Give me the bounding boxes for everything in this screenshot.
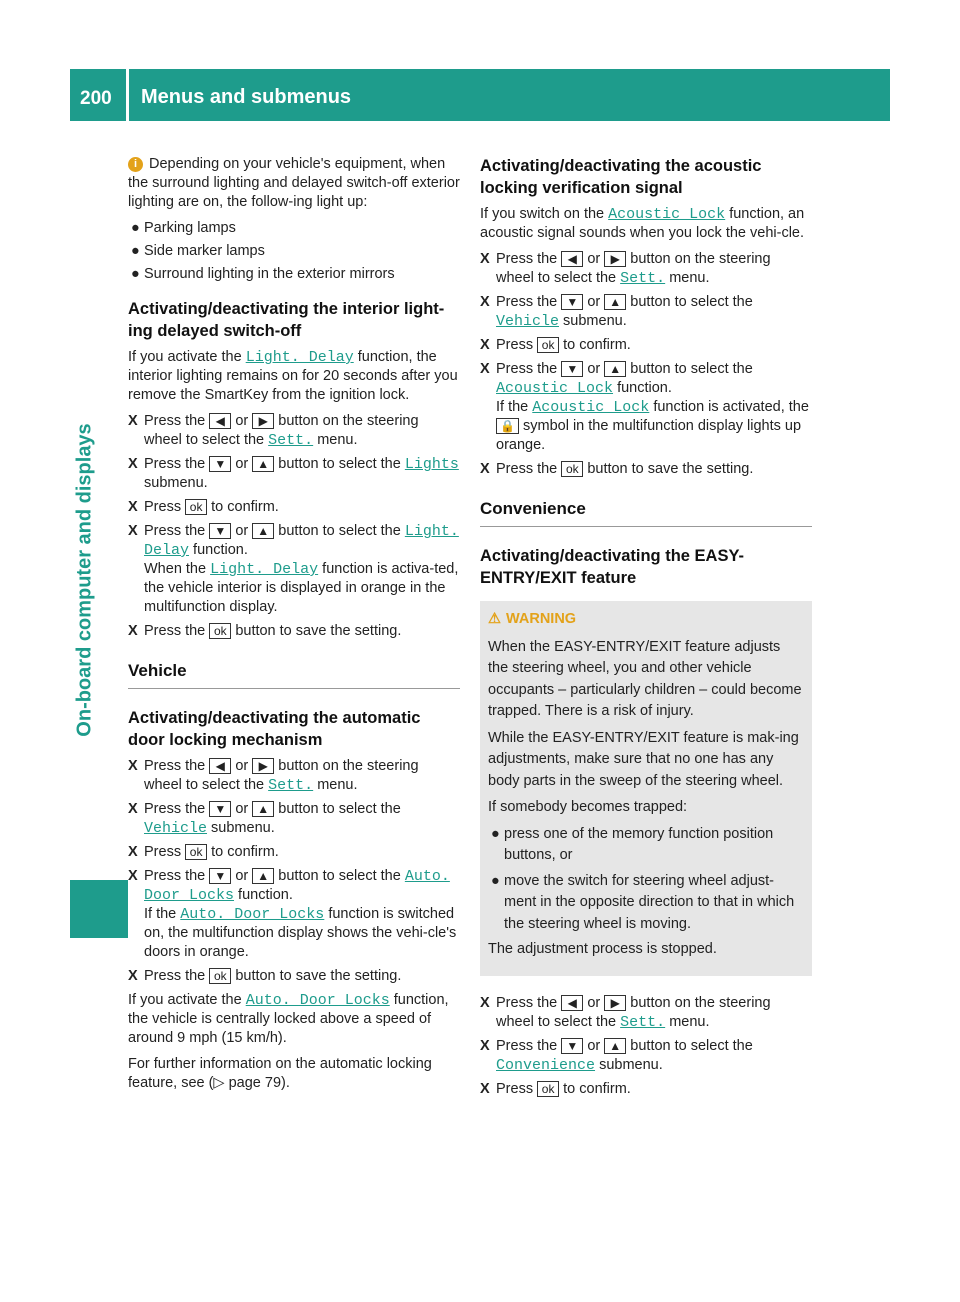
bullet-icon: ●: [491, 825, 500, 842]
step: X Press the ▼ or ▲ button to select the Light. Delay function. When the Light. Delay function is activa-ted, the vehicle interior is displayed in orange in the multifunction display.: [128, 523, 459, 615]
ok-key-icon: ok: [209, 968, 231, 984]
vehicle-para-reference: For further information on the automatic locking feature, see (▷ page 79).: [128, 1056, 432, 1091]
arrow-icon: X: [128, 456, 138, 472]
left-key-icon: ◀: [209, 413, 231, 429]
bullet-icon: ●: [131, 266, 140, 282]
arrow-icon: X: [480, 337, 490, 353]
list-item: ● Surround lighting in the exterior mirrors: [131, 266, 395, 282]
arrow-icon: X: [480, 994, 490, 1011]
bullet-icon: ●: [131, 243, 140, 259]
code-link[interactable]: Light. Delay: [245, 349, 354, 366]
up-key-icon: ▲: [604, 361, 626, 377]
arrow-icon: X: [480, 1080, 490, 1097]
info-note: i Depending on your vehicle's equipment, when the surround lighting and delayed switch-off exterior lighting are on, the follow-ing light up:: [128, 156, 460, 210]
code-link[interactable]: Auto. Door Locks: [144, 868, 450, 904]
step: X Press the ▼ or ▲ button to select the Vehicle submenu.: [480, 294, 753, 330]
code-link[interactable]: Sett.: [620, 270, 666, 287]
right-key-icon: ▶: [604, 251, 626, 267]
warning-text: While the EASY-ENTRY/EXIT feature is mak-ing adjustments, make sure that no one has any body parts in the sweep of the steering wheel.: [488, 729, 799, 789]
page-title: Menus and submenus: [141, 86, 352, 108]
up-key-icon: ▲: [252, 868, 274, 884]
down-key-icon: ▼: [209, 456, 231, 472]
ok-key-icon: ok: [537, 1081, 559, 1097]
side-tab-label: On-board computer and displays: [73, 423, 96, 737]
code-link[interactable]: Sett.: [268, 777, 314, 794]
left-key-icon: ◀: [561, 995, 583, 1011]
list-item: ● move the switch for steering wheel adjust-ment in the opposite direction to that in which the steering wheel is moving.: [491, 872, 795, 932]
code-link[interactable]: Acoustic Lock: [532, 399, 650, 416]
page-number: 200: [80, 88, 112, 109]
warning-triangle-icon: ⚠: [488, 611, 501, 627]
down-key-icon: ▼: [209, 523, 231, 539]
up-key-icon: ▲: [252, 523, 274, 539]
arrow-icon: X: [128, 413, 138, 429]
down-key-icon: ▼: [209, 801, 231, 817]
warning-box: [480, 601, 812, 976]
bullet-icon: ●: [491, 872, 500, 889]
ok-key-icon: ok: [185, 499, 207, 515]
side-tab-marker: [70, 880, 128, 938]
arrow-icon: X: [480, 251, 490, 267]
acoustic-intro: If you switch on the Acoustic Lock function, an acoustic signal sounds when you lock the vehi-cle.: [480, 206, 805, 241]
code-link[interactable]: Vehicle: [496, 313, 560, 330]
step: X Press ok to confirm.: [128, 844, 279, 860]
code-link[interactable]: Vehicle: [144, 820, 208, 837]
left-key-icon: ◀: [209, 758, 231, 774]
warning-header: ⚠ WARNING: [488, 609, 804, 631]
right-key-icon: ▶: [604, 995, 626, 1011]
arrow-icon: X: [480, 361, 490, 377]
arrow-icon: X: [480, 294, 490, 310]
step: X Press the ▼ or ▲ button to select the Vehicle submenu.: [128, 801, 401, 837]
list-item: ● Parking lamps: [131, 220, 236, 236]
header-divider: [126, 69, 129, 121]
step: X Press the ok button to save the setting.: [128, 623, 402, 639]
arrow-icon: X: [480, 461, 490, 477]
right-column: [480, 155, 812, 1104]
info-bullets: [128, 219, 460, 284]
step: X Press ok to confirm.: [480, 337, 631, 353]
ok-key-icon: ok: [561, 461, 583, 477]
step: X Press the ◀ or ▶ button on the steering wheel to select the Sett. menu.: [128, 413, 419, 449]
arrow-icon: X: [480, 1037, 490, 1054]
arrow-icon: X: [128, 968, 138, 984]
subsection-heading-easy-entry: Activating/deactivating the EASY-ENTRY/EXIT feature: [480, 547, 745, 587]
arrow-icon: X: [128, 523, 138, 539]
bullet-icon: ●: [131, 220, 140, 236]
right-key-icon: ▶: [252, 758, 274, 774]
section-heading-vehicle: Vehicle: [128, 661, 460, 689]
ok-key-icon: ok: [185, 844, 207, 860]
up-key-icon: ▲: [252, 801, 274, 817]
down-key-icon: ▼: [561, 361, 583, 377]
right-key-icon: ▶: [252, 413, 274, 429]
arrow-icon: X: [128, 499, 138, 515]
interior-intro: If you activate the Light. Delay function, the interior lighting remains on for 20 seconds after you remove the SmartKey from the ignition lock.: [128, 349, 458, 403]
arrow-icon: X: [128, 623, 138, 639]
code-link[interactable]: Auto. Door Locks: [245, 992, 390, 1009]
arrow-icon: X: [128, 868, 138, 884]
step: X Press the ▼ or ▲ button to select the Convenience submenu.: [480, 1037, 753, 1074]
code-link[interactable]: Lights: [404, 456, 459, 473]
step: X Press the ok button to save the setting.: [128, 968, 402, 984]
step: X Press the ◀ or ▶ button on the steering wheel to select the Sett. menu.: [128, 758, 419, 794]
step: X Press the ▼ or ▲ button to select the Acoustic Lock function. If the Acoustic Lock function is activated, the 🔒 symbol in the multifunction display lights up orange.: [480, 361, 809, 453]
list-item: ● press one of the memory function position buttons, or: [491, 825, 774, 863]
warning-text: If somebody becomes trapped:: [488, 799, 688, 815]
list-item: ● Side marker lamps: [131, 243, 265, 259]
warning-text: When the EASY-ENTRY/EXIT feature adjusts the steering wheel, you and other vehicle occupants – particularly children – could become trapped. There is a risk of injury.: [488, 638, 802, 719]
info-icon: i: [128, 157, 143, 172]
section-heading-convenience: Convenience: [480, 499, 812, 527]
code-link[interactable]: Acoustic Lock: [496, 380, 614, 397]
up-key-icon: ▲: [604, 294, 626, 310]
arrow-icon: X: [128, 844, 138, 860]
ok-key-icon: ok: [209, 623, 231, 639]
code-link[interactable]: Acoustic Lock: [608, 206, 726, 223]
section-heading-acoustic: Activating/deactivating the acoustic locking verification signal: [480, 157, 762, 197]
step: X Press the ok button to save the setting.: [480, 461, 754, 477]
code-link[interactable]: Light. Delay: [210, 561, 319, 578]
step: X Press ok to confirm.: [480, 1080, 631, 1097]
ok-key-icon: ok: [537, 337, 559, 353]
left-column: [128, 155, 460, 1100]
step: X Press the ◀ or ▶ button on the steering wheel to select the Sett. menu.: [480, 994, 771, 1031]
down-key-icon: ▼: [561, 294, 583, 310]
step: X Press ok to confirm.: [128, 499, 279, 515]
lock-icon: 🔒: [496, 418, 519, 434]
code-link[interactable]: Auto. Door Locks: [180, 906, 325, 923]
arrow-icon: X: [128, 758, 138, 774]
left-key-icon: ◀: [561, 251, 583, 267]
code-link[interactable]: Sett.: [268, 432, 314, 449]
down-key-icon: ▼: [209, 868, 231, 884]
subsection-heading-door-locking: Activating/deactivating the automatic door locking mechanism: [128, 709, 421, 749]
up-key-icon: ▲: [604, 1038, 626, 1054]
step: X Press the ◀ or ▶ button on the steering wheel to select the Sett. menu.: [480, 251, 771, 287]
vehicle-para: If you activate the Auto. Door Locks function, the vehicle is centrally locked above a speed of around 9 mph (15 km/h).: [128, 992, 449, 1046]
step: X Press the ▼ or ▲ button to select the Lights submenu.: [128, 456, 459, 491]
code-link[interactable]: Light. Delay: [144, 523, 459, 559]
up-key-icon: ▲: [252, 456, 274, 472]
code-link[interactable]: Sett.: [620, 1013, 666, 1031]
warning-text: The adjustment process is stopped.: [488, 941, 717, 957]
section-heading-interior: Activating/deactivating the interior light-ing delayed switch-off: [128, 300, 445, 340]
step: X Press the ▼ or ▲ button to select the Auto. Door Locks function. If the Auto. Door Locks function is switched on, the multifunction display shows the vehi-cle's doors in orange.: [128, 868, 457, 960]
down-key-icon: ▼: [561, 1038, 583, 1054]
code-link[interactable]: Convenience: [496, 1056, 596, 1074]
arrow-icon: X: [128, 801, 138, 817]
